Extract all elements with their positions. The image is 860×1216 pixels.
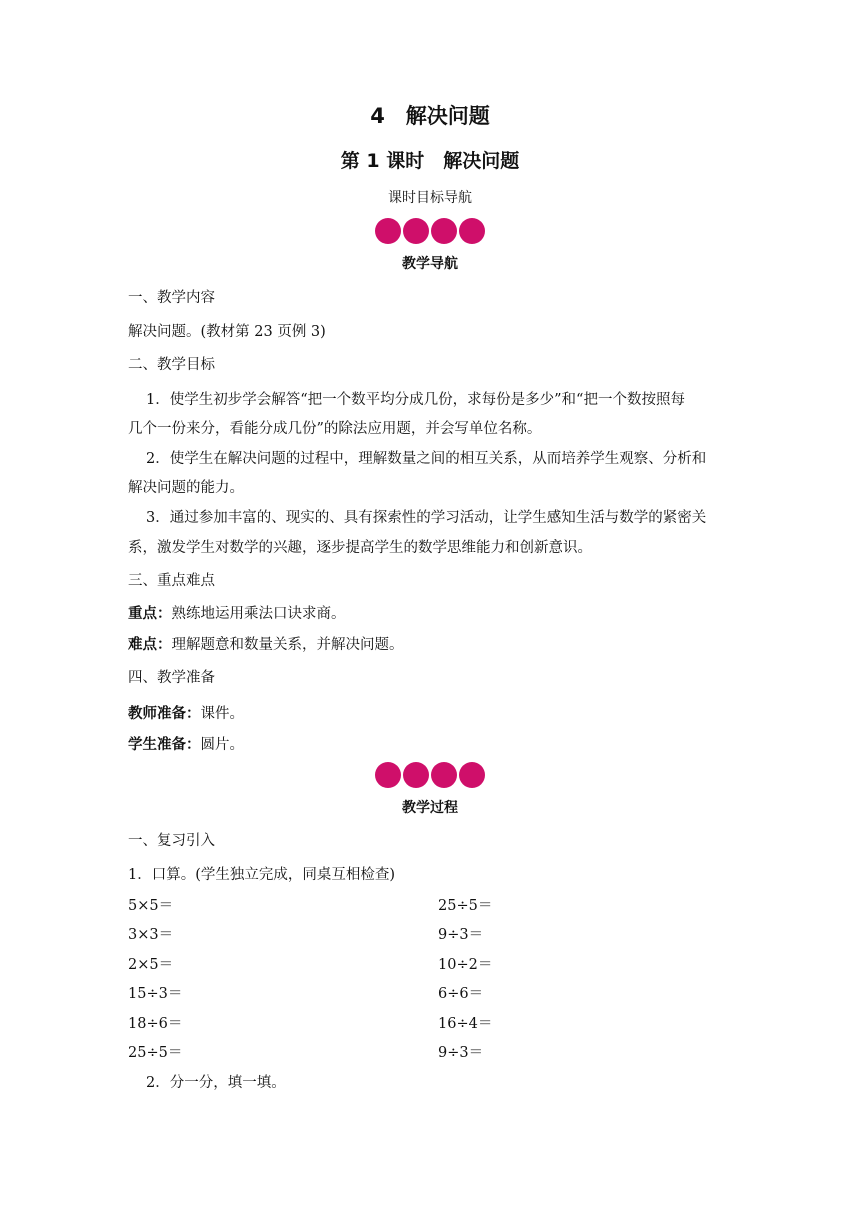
section-heading-guide: 教学导航: [402, 256, 458, 272]
goal-3-line-2: 系，激发学生对数学的兴趣，逐步提高学生的数学思维能力和创新意识。: [128, 540, 592, 556]
right-expression-1: 25÷5＝: [438, 898, 493, 914]
nav-caption: 课时目标导航: [388, 190, 472, 206]
lesson-subtitle: 第 1 课时 解决问题: [340, 150, 520, 172]
teacher-prep-label: 教师准备：: [128, 706, 201, 722]
difficulty-text: 理解题意和数量关系，并解决问题。: [171, 637, 404, 653]
teacher-prep-text: 课件。: [200, 706, 244, 722]
key-point-label: 重点：: [128, 606, 172, 622]
heading-review: 一、复习引入: [128, 833, 215, 849]
heading-teaching-content: 一、教学内容: [128, 290, 215, 306]
left-expression-1: 5×5＝: [128, 898, 174, 914]
right-expression-5: 16÷4＝: [438, 1016, 493, 1032]
student-prep-line: [128, 735, 244, 755]
key-point-text: 熟练地运用乘法口诀求商。: [171, 606, 346, 622]
left-expression-3: 2×5＝: [128, 957, 174, 973]
task-1-text: 1．口算。(学生独立完成，同桌互相检查): [128, 867, 396, 883]
goal-3-line-1: 3．通过参加丰富的、现实的、具有探索性的学习活动，让学生感知生活与数学的紧密关: [146, 510, 707, 526]
task-2-text: 2．分一分，填一填。: [146, 1075, 286, 1091]
decorative-dots-bottom: [0, 761, 860, 791]
page-title: 4 解决问题: [370, 104, 490, 128]
left-expression-5: 18÷6＝: [128, 1016, 183, 1032]
teaching-content-text: 解决问题。(教材第 23 页例 3): [128, 324, 326, 340]
goal-2-line-2: 解决问题的能力。: [128, 480, 244, 496]
goal-1-line-1: 1．使学生初步学会解答“把一个数平均分成几份，求每份是多少”和“把一个数按照每: [146, 392, 685, 408]
left-expression-4: 15÷3＝: [128, 986, 183, 1002]
key-point-line: [128, 604, 346, 624]
section-heading-process: 教学过程: [402, 800, 458, 816]
right-expression-2: 9÷3＝: [438, 927, 484, 943]
right-expression-3: 10÷2＝: [438, 957, 493, 973]
goal-1-line-2: 几个一份来分，看能分成几份”的除法应用题，并会写单位名称。: [128, 421, 542, 437]
right-expression-4: 6÷6＝: [438, 986, 484, 1002]
teacher-prep-line: [128, 704, 244, 724]
difficulty-label: 难点：: [128, 637, 172, 653]
goal-2-line-1: 2．使学生在解决问题的过程中，理解数量之间的相互关系，从而培养学生观察、分析和: [146, 451, 707, 467]
student-prep-label: 学生准备：: [128, 737, 201, 753]
heading-key-points: 三、重点难点: [128, 573, 215, 589]
student-prep-text: 圆片。: [200, 737, 244, 753]
heading-teaching-goals: 二、教学目标: [128, 357, 215, 373]
heading-preparation: 四、教学准备: [128, 670, 215, 686]
decorative-dots-top: [0, 217, 860, 247]
left-expression-6: 25÷5＝: [128, 1045, 183, 1061]
left-expression-2: 3×3＝: [128, 927, 174, 943]
right-expression-6: 9÷3＝: [438, 1045, 484, 1061]
difficulty-line: [128, 635, 404, 655]
